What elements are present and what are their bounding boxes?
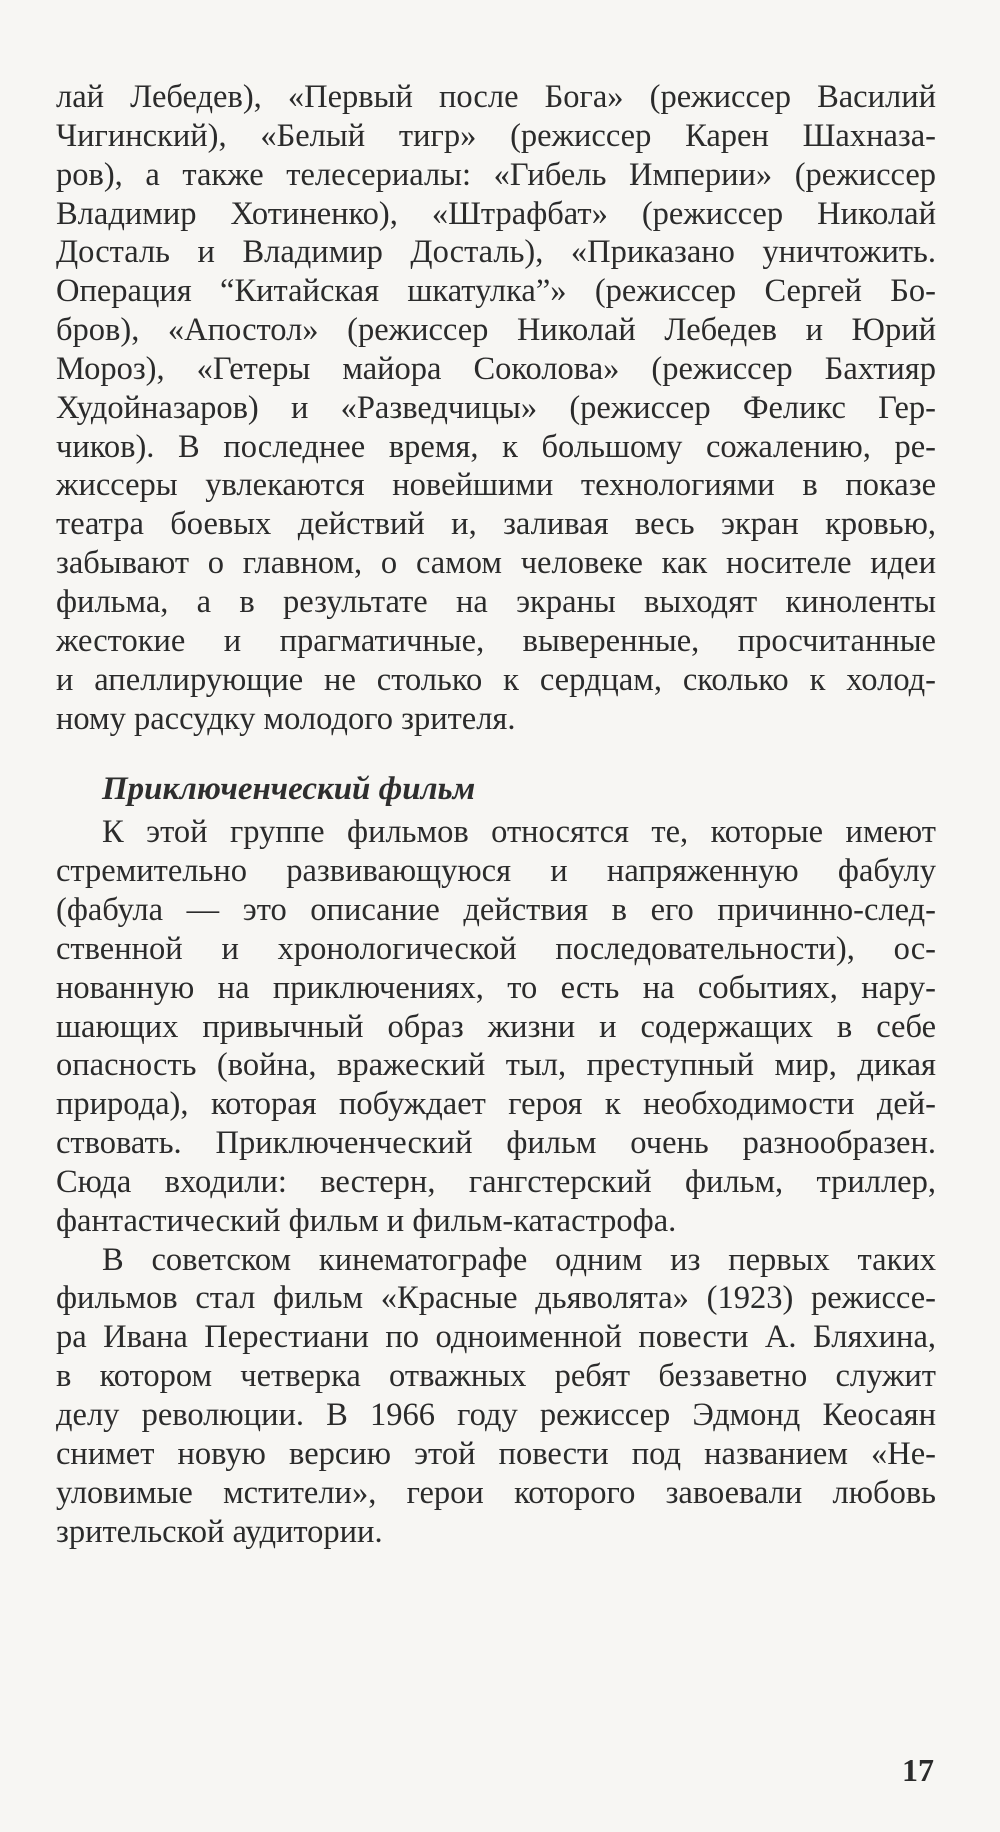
text-line: уловимые мстители», герои которого завоевали любовь <box>56 1474 936 1511</box>
section-heading: Приключенческий фильм <box>102 771 476 808</box>
text-line: ров), а также телесериалы: «Гибель Империи» (режиссер <box>56 156 936 193</box>
text-line: ствовать. Приключенческий фильм очень разнообразен. <box>56 1125 936 1162</box>
paragraph-3 <box>56 1241 936 1552</box>
text-line: лай Лебедев), «Первый после Бога» (режиссер Василий <box>56 79 936 115</box>
text-line: Мороз), «Гетеры майора Соколова» (режиссер Бахтияр <box>56 350 936 387</box>
text-line: Владимир Хотиненко), «Штрафбат» (режиссер Николай <box>56 195 936 232</box>
text-line: Чигинский), «Белый тигр» (режиссер Карен Шахназа- <box>56 117 936 154</box>
text-line: делу революции. В 1966 году режиссер Эдмонд Кеосаян <box>56 1397 936 1433</box>
text-line: бров), «Апостол» (режиссер Николай Лебедев и Юрий <box>56 312 936 349</box>
text-line: театра боевых действий и, заливая весь экран кровью, <box>56 506 936 543</box>
text-line: жиссеры увлекаются новейшими технологиями в показе <box>56 467 936 504</box>
text-line: Досталь и Владимир Досталь), «Приказано уничтожить. <box>56 234 936 271</box>
text-line: (фабула — это описание действия в его причинно-след- <box>56 892 936 929</box>
page-number: 17 <box>902 1752 934 1788</box>
text-line: жестокие и прагматичные, выверенные, просчитанные <box>56 622 936 659</box>
text-line: Операция “Китайская шкатулка”» (режиссер Сергей Бо- <box>56 273 936 310</box>
page-text <box>56 78 936 1551</box>
text-line: Худойназаров) и «Разведчицы» (режиссер Феликс Гер- <box>56 389 936 426</box>
text-line: стремительно развивающуюся и напряженную фабулу <box>56 853 936 890</box>
text-line: забывают о главном, о самом человеке как носителе идеи <box>56 545 936 582</box>
text-line: природа), которая побуждает героя к необходимости дей- <box>56 1086 936 1123</box>
paragraph-1 <box>56 78 936 738</box>
text-line: ственной и хронологической последовательности), ос- <box>56 930 936 967</box>
text-line: В советском кинематографе одним из первых таких <box>102 1241 936 1278</box>
text-line: фильма, а в результате на экраны выходят киноленты <box>56 583 936 620</box>
text-line: фильмов стал фильм «Красные дьяволята» (1923) режиссе- <box>56 1280 936 1317</box>
text-line: зрительской аудитории. <box>56 1513 383 1550</box>
text-line: в котором четверка отважных ребят беззаветно служит <box>56 1358 936 1395</box>
text-line: опасность (война, вражеский тыл, преступный мир, дикая <box>56 1047 936 1084</box>
text-line: ра Ивана Перестиани по одноименной повести А. Бляхина, <box>56 1319 936 1356</box>
text-line: К этой группе фильмов относятся те, которые имеют <box>102 814 936 851</box>
text-line: шающих привычный образ жизни и содержащих в себе <box>56 1008 936 1045</box>
text-line: ному рассудку молодого зрителя. <box>56 700 516 737</box>
text-line: снимет новую версию этой повести под названием «Не- <box>56 1435 936 1472</box>
text-line: и апеллирующие не столько к сердцам, сколько к холод- <box>56 661 936 698</box>
text-line: нованную на приключениях, то есть на событиях, нару- <box>56 969 936 1006</box>
text-line: чиков). В последнее время, к большому сожалению, ре- <box>56 428 936 465</box>
text-line: фантастический фильм и фильм-катастрофа. <box>56 1202 677 1239</box>
text-line: Сюда входили: вестерн, гангстерский фильм, триллер, <box>56 1163 936 1200</box>
paragraph-2 <box>56 813 936 1240</box>
